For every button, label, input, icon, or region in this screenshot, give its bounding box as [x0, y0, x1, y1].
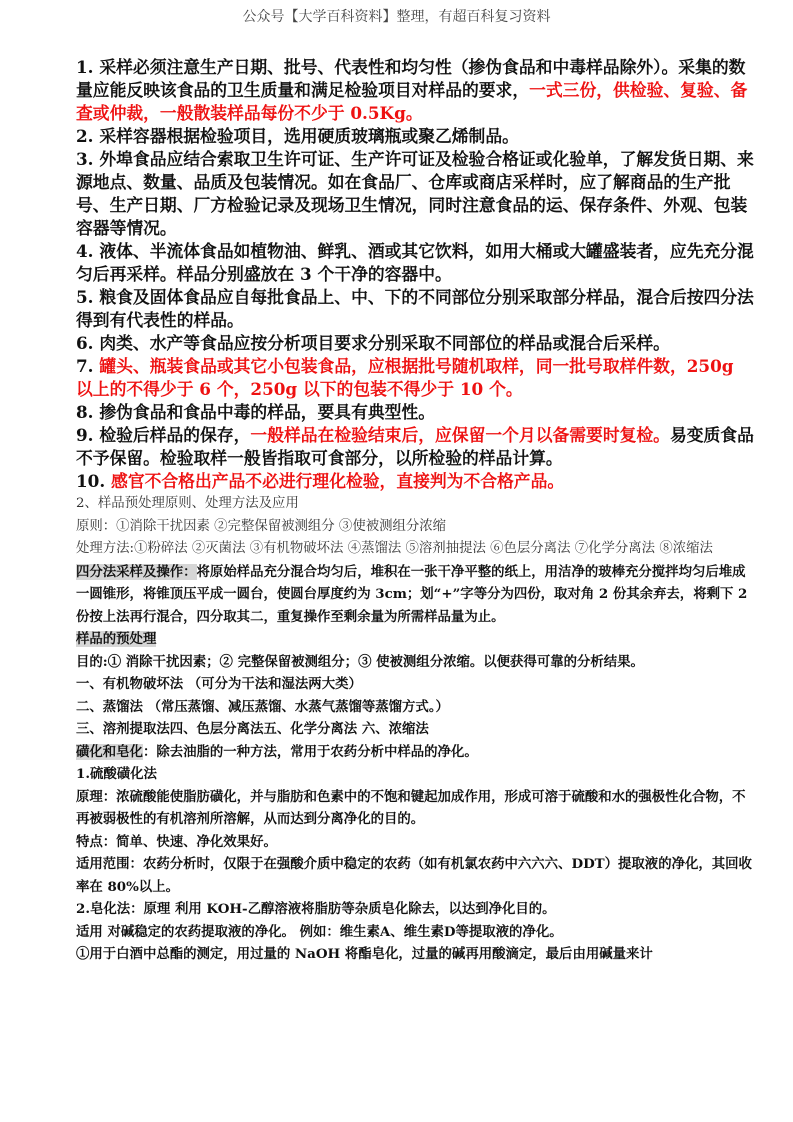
method-3: 三、溶剂提取法四、色层分离法五、化学分离法 六、浓缩法 [76, 721, 429, 737]
saponification-example: ①用于白酒中总酯的测定，用过量的 NaOH 将酯皂化，过量的碱再用酸滴定，最后由用碱量来计 [76, 946, 653, 962]
saponification-scope: 适用 对碱稳定的农药提取液的净化。 例如：维生素A、维生素D等提取液的净化。 [76, 923, 563, 940]
rule-4: 4. 液体、半流体食品如植物油、鲜乳、酒或其它饮料，如用大桶或大罐盛装者，应先充分混匀后再采样。样品分别盛放在 3 个干净的容器中。 [76, 241, 754, 284]
method-2: 二、蒸馏法 （常压蒸馏、减压蒸馏、水蒸气蒸馏等蒸馏方式。） [76, 698, 449, 715]
document-body [76, 56, 756, 966]
purpose-line: 目的:① 消除干扰因素；② 完整保留被测组分；③ 使被测组分浓缩。以便获得可靠的分析结果。 [76, 653, 644, 670]
rule-2: 2. 采样容器根据检验项目，选用硬质玻璃瓶或聚乙烯制品。 [76, 126, 519, 146]
rule-9: 9. 检验后样品的保存，一般样品在检验结束后，应保留一个月以备需要时复检。易变质食品不予保留。检验取样一般皆指取可食部分，以所检验的样品计算。 [76, 425, 754, 468]
methods-line: 处理方法:①粉碎法 ②灭菌法 ③有机物破坏法 ④蒸馏法 ⑤溶剂抽提法 ⑥色层分离法 ⑦化学分离法 ⑧浓缩法 [76, 541, 713, 556]
rule-7: 7. 罐头、瓶装食品或其它小包装食品，应根据批号随机取样，同一批号取样件数，250g 以上的不得少于 6 个，250g 以下的包装不得少于 10 个。 [76, 356, 734, 399]
principle-line: 原则：①消除干扰因素 ②完整保留被测组分 ③使被测组分浓缩 [76, 518, 447, 534]
rule-1: 1. 采样必须注意生产日期、批号、代表性和均匀性（掺伪食品和中毒样品除外）。采集的数量应能反映该食品的卫生质量和满足检验项目对样品的要求，一式三份，供检验、复验、备查或仲裁，一般散装样品每份不少于 0.5Kg。 [76, 57, 748, 123]
sampling-rules [76, 56, 756, 493]
sulfuric-scope: 适用范围：农药分析时，仅限于在强酸介质中稳定的农药（如有机氯农药中六六六、DDT）提取液的净化，其回收率在 80%以上。 [76, 856, 752, 895]
pretreatment-principles [76, 493, 756, 561]
quartering-paragraph: 四分法采样及操作：将原始样品充分混合均匀后，堆积在一张干净平整的纸上，用洁净的玻棒充分搅拌均匀后堆成一圆锥形，将锥顶压平成一圆台，使圆台厚度约为 3cm；划“+”字等分为四份，取对角 2 份其余弃去，将剩下 2 份按上法再行混合，四分取其二，重复操作至剩余量为所需样品量为止。 [76, 563, 748, 625]
saponification-title: 2.皂化法：原理 利用 KOH-乙醇溶液将脂肪等杂质皂化除去，以达到净化目的。 [76, 901, 556, 917]
rule-8: 8. 掺伪食品和食品中毒的样品，要具有典型性。 [76, 402, 435, 422]
sulfuric-principle: 原理：浓硫酸能使脂肪磺化，并与脂肪和色素中的不饱和键起加成作用，形成可溶于硫酸和水的强极性化合物，不再被弱极性的有机溶剂所溶解，从而达到分离净化的目的。 [76, 788, 746, 827]
page-header: 公众号【大学百科资料】整理，有超百科复习资料 [242, 9, 551, 25]
sulfuric-title: 1.硫酸磺化法 [76, 766, 157, 782]
sulfonation-line: 磺化和皂化：除去油脂的一种方法，常用于农药分析中样品的净化。 [76, 743, 478, 760]
method-1: 一、有机物破坏法 （可分为干法和湿法两大类） [76, 676, 362, 692]
rule-3: 3. 外埠食品应结合索取卫生许可证、生产许可证及检验合格证或化验单，了解发货日期、来源地点、数量、品质及包装情况。如在食品厂、仓库或商店采样时，应了解商品的生产批号、生产日期、厂方检验记录及现场卫生情况，同时注意食品的运、保存条件、外观、包装容器等情况。 [76, 149, 754, 238]
section-title: 2、样品预处理原则、处理方法及应用 [76, 496, 299, 511]
pretreatment-details [76, 561, 756, 966]
rule-5: 5. 粮食及固体食品应自每批食品上、中、下的不同部位分别采取部分样品，混合后按四分法得到有代表性的样品。 [76, 287, 754, 330]
quartering-label: 四分法采样及操作： [76, 563, 197, 580]
rule-6: 6. 肉类、水产等食品应按分析项目要求分别采取不同部位的样品或混合后采样。 [76, 333, 670, 353]
sulfuric-feature: 特点：简单、快速、净化效果好。 [76, 833, 277, 850]
pretreat-heading: 样品的预处理 [76, 631, 157, 647]
rule-10: 10. 感官不合格出产品不必进行理化检验，直接判为不合格产品。 [76, 471, 565, 491]
